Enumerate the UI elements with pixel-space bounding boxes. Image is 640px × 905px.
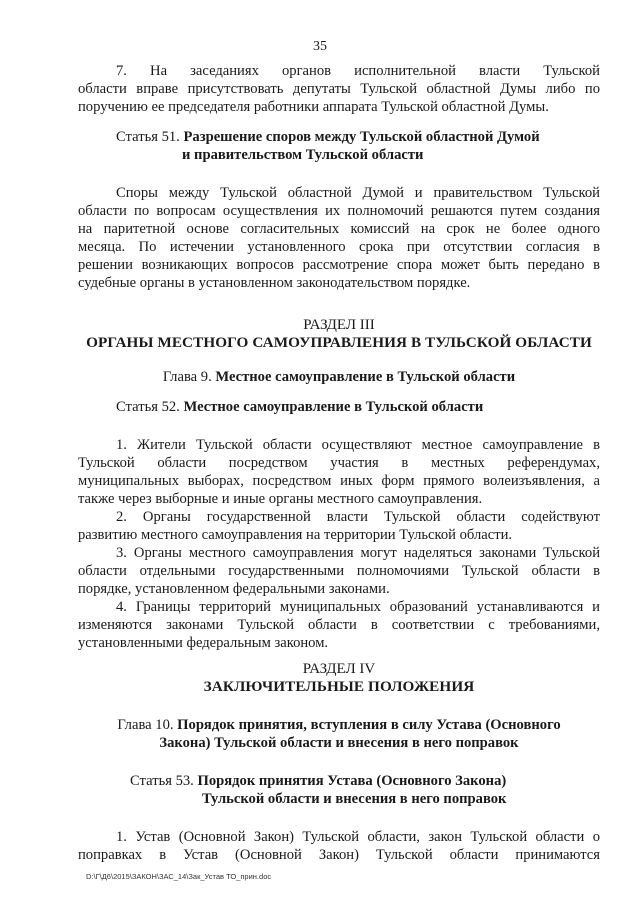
chapter-10-title-1: Порядок принятия, вступления в силу Устава (Основного: [177, 717, 561, 733]
article-52-p2-line-1: 2. Органы государственной власти Тульской области содействуют: [116, 509, 600, 525]
article-51-title-2: и правительством Тульской области: [182, 147, 424, 163]
footer-file-path: D:\Г\Д6\2015\ЗАКОН\ЗАС_14\Зак_Устав ТО_прин.doc: [86, 872, 272, 881]
article-51-line-5: решении возникающих вопросов рассмотрение спора может быть передано в: [78, 257, 600, 273]
article-52-p3-line-2: области отдельными государственными полномочиями Тульской области в: [78, 563, 600, 579]
article-53-title-1: Порядок принятия Устава (Основного Закона): [197, 773, 507, 789]
article-51-heading: [78, 128, 600, 146]
section-4-title: ЗАКЛЮЧИТЕЛЬНЫЕ ПОЛОЖЕНИЯ: [203, 678, 475, 695]
chapter-9-heading: [78, 368, 600, 386]
page-content: [78, 62, 600, 864]
chapter-9-title: Местное самоуправление в Тульской области: [215, 369, 516, 385]
article-52-p3-line-3: порядке, установленном федеральными законами.: [78, 581, 390, 597]
article-52-p1-line-2: Тульской области посредством участия в местных референдумах,: [78, 455, 600, 471]
article-52-p4-line-1: 4. Границы территорий муниципальных образований устанавливаются и: [116, 599, 600, 615]
article-52-heading: [78, 398, 600, 416]
article-52-prefix: Статья 52.: [116, 399, 180, 415]
section-3-title: ОРГАНЫ МЕСТНОГО САМОУПРАВЛЕНИЯ В ТУЛЬСКОЙ ОБЛАСТИ: [86, 334, 592, 351]
article-53-heading: [78, 772, 600, 790]
article-51-line-2: области по вопросам осуществления их полномочий решаются путем создания: [78, 203, 600, 219]
chapter-10-prefix: Глава 10.: [117, 717, 174, 733]
chapter-9-prefix: Глава 9.: [162, 369, 212, 385]
article-51-line-6: судебные органы в установленном законодательством порядке.: [78, 275, 471, 291]
article-52-p1-line-3: муниципальных выборах, посредством иных форм прямого волеизъявления, а: [78, 473, 600, 489]
article-51-line-4: месяца. По истечении установленного срока при отсутствии согласия в: [78, 239, 600, 255]
chapter-10-heading-line-2: [78, 734, 600, 752]
article-51-prefix: Статья 51.: [116, 129, 180, 145]
page-number: 35: [313, 39, 327, 54]
article-52-p4-line-3: установленными федеральным законом.: [78, 635, 329, 651]
chapter-10-title-2: Закона) Тульской области и внесения в него поправок: [159, 735, 519, 751]
article-52-p2-line-2: развитию местного самоуправления на территории Тульской области.: [78, 527, 513, 543]
chapter-10-heading: [78, 716, 600, 734]
article-53-prefix: Статья 53.: [130, 773, 194, 789]
article-53-p1-line-2: поправках в Устав (Основной Закон) Тульской области принимаются: [78, 847, 600, 863]
item-7-line-3: поручению ее председателя работники аппарата Тульской областной Думы.: [78, 99, 549, 115]
article-51-title-1: Разрешение споров между Тульской областной Думой: [183, 129, 540, 145]
article-52-p4-line-2: изменяются законами Тульской области в соответствии с требованиями,: [78, 617, 600, 633]
article-52-p1-line-4: также через выборные и иные органы местного самоуправления.: [78, 491, 483, 507]
article-52-title: Местное самоуправление в Тульской области: [183, 399, 484, 415]
article-52-p3-line-1: 3. Органы местного самоуправления могут наделяться законами Тульской: [116, 545, 600, 561]
item-7-line-2: области вправе присутствовать депутаты Тульской областной Думы либо по: [78, 81, 600, 97]
article-52-p1-line-1: 1. Жители Тульской области осуществляют местное самоуправление в: [116, 437, 600, 453]
article-53-title-2: Тульской области и внесения в него поправок: [202, 791, 507, 807]
section-3-label: РАЗДЕЛ III: [303, 317, 375, 333]
article-53-p1-line-1: 1. Устав (Основной Закон) Тульской области, закон Тульской области о: [116, 829, 600, 845]
article-51-line-1: Споры между Тульской областной Думой и правительством Тульской: [116, 185, 600, 201]
article-51-line-3: на паритетной основе согласительных комиссий на срок не более одного: [78, 221, 600, 237]
section-4-label: РАЗДЕЛ IV: [302, 661, 376, 677]
article-53-heading-line-2: [78, 790, 600, 808]
article-51-heading-line-2: [78, 146, 600, 164]
item-7-line-1: 7. На заседаниях органов исполнительной власти Тульской: [116, 63, 600, 79]
